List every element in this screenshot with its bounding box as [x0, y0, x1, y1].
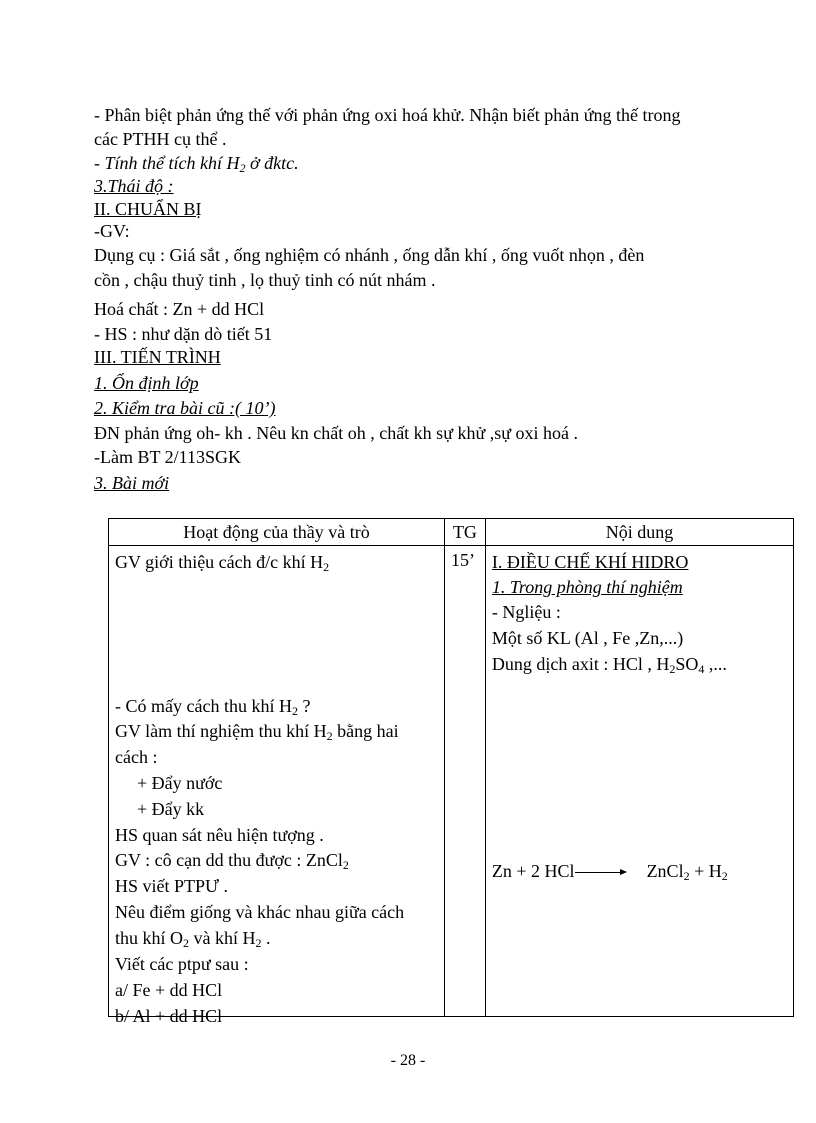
- activity-8: GV : cô cạn dd thu được : ZnCl$_2$: [115, 850, 349, 872]
- intro-line-1: - Phân biệt phản ứng thế với phản ứng oxi hoá khử. Nhận biết phản ứng thế trong: [94, 105, 681, 125]
- activity-5: + Đẩy nước: [137, 773, 223, 793]
- content-metals: Một số KL (Al , Fe ,Zn,...): [491, 628, 684, 648]
- time-value: 15’: [450, 550, 475, 570]
- content-cell: [485, 546, 793, 1017]
- table-header-row: [109, 519, 794, 546]
- time-cell: [444, 546, 485, 1017]
- reaction-equation: Zn + 2 HCl ZnCl$_2$ + $H_2$: [491, 861, 728, 883]
- activity-7: HS quan sát nêu hiện tượng .: [115, 825, 324, 845]
- header-content: Nội dung: [485, 519, 793, 546]
- lesson-table: [108, 518, 794, 1026]
- intro-line-3: - Tính thể tích khí $H_2$ ở đktc.: [94, 153, 299, 175]
- content-heading: I. ĐIỀU CHẾ KHÍ HIDRO: [491, 552, 689, 572]
- activity-4: cách :: [115, 747, 158, 767]
- activity-1: GV giới thiệu cách đ/c khí $H_2$: [115, 552, 330, 574]
- content-materials: - Ngliệu :: [491, 602, 561, 622]
- activity-11: thu khí $O_2$ và khí $H_2$ .: [115, 928, 271, 950]
- page-number: - 28 -: [390, 1052, 426, 1069]
- prep-tools-2: cồn , chậu thuỷ tinh , lọ thuỷ tinh có nút nhám .: [94, 270, 436, 290]
- process-question: ĐN phản ứng oh- kh . Nêu kn chất oh , chất kh sự khử ,sự oxi hoá .: [94, 423, 578, 443]
- process-homework: -Làm BT 2/113SGK: [94, 447, 241, 467]
- activity-2: - Có mấy cách thu khí $H_2$ ?: [115, 696, 311, 718]
- prep-heading: II. CHUẨN BỊ: [94, 199, 202, 219]
- activity-13: a/ Fe + dd HCl: [115, 980, 223, 1000]
- activity-10: Nêu điểm giống và khác nhau giữa cách: [115, 902, 405, 922]
- header-activities: Hoạt động của thầy và trò: [109, 519, 445, 546]
- prep-chemicals: Hoá chất : Zn + dd HCl: [94, 299, 265, 319]
- activity-9: HS viết PTPƯ .: [115, 876, 228, 896]
- process-heading: III. TIẾN TRÌNH: [94, 347, 221, 367]
- prep-tools-1: Dụng cụ : Giá sắt , ống nghiệm có nhánh , ống dẫn khí , ống vuốt nhọn , đèn: [94, 245, 645, 265]
- process-step-3: 3. Bài mới: [94, 473, 170, 493]
- header-time: TG: [444, 519, 485, 546]
- activity-3: GV làm thí nghiệm thu khí $H_2$ bằng hai: [115, 721, 399, 743]
- process-step-1: 1. Ổn định lớp: [94, 373, 199, 393]
- arrow-icon: [575, 872, 621, 873]
- activity-14: b/ Al + dd HCl: [115, 1006, 223, 1026]
- content-subheading: 1. Trong phòng thí nghiệm: [491, 577, 683, 597]
- activities-cell: [109, 546, 445, 1026]
- attitude-heading: 3.Thái độ :: [94, 176, 174, 196]
- process-step-2: 2. Kiểm tra bài cũ :( 10’): [94, 398, 276, 418]
- activity-6: + Đẩy kk: [137, 799, 205, 819]
- table-row: [109, 546, 794, 1017]
- content-acids: Dung dịch axit : HCl , $H_2SO_4$ ,...: [491, 654, 727, 676]
- intro-line-2: các PTHH cụ thể .: [94, 129, 227, 149]
- activity-12: Viết các ptpư sau :: [115, 954, 249, 974]
- prep-hs: - HS : như dặn dò tiết 51: [94, 324, 273, 344]
- prep-gv: -GV:: [94, 221, 130, 241]
